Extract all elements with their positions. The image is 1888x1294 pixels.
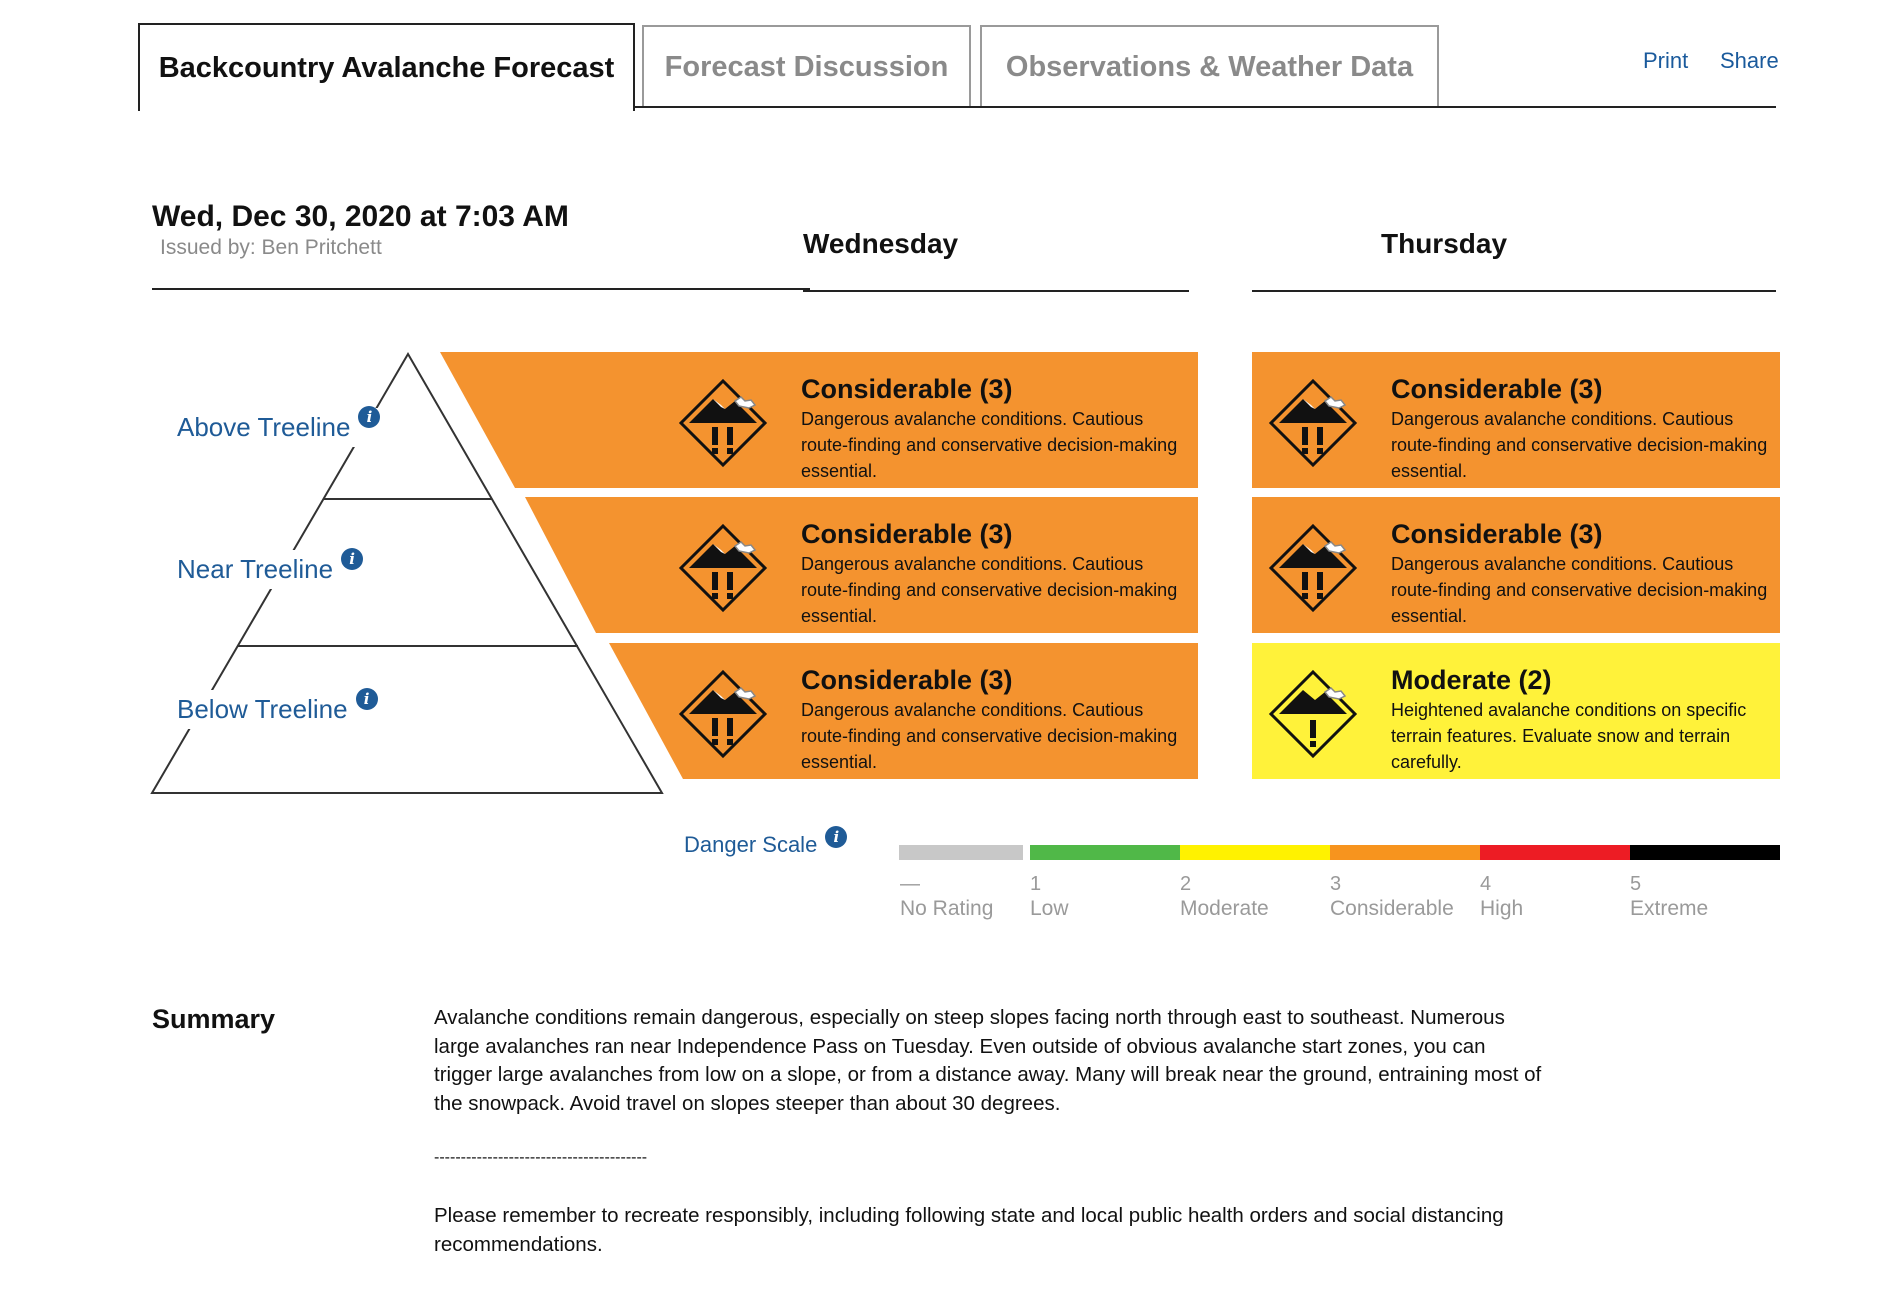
info-icon[interactable]: i (358, 406, 380, 428)
info-icon[interactable]: i (356, 688, 378, 710)
day-header-wednesday: Wednesday (803, 228, 959, 259)
zone-label-below-treeline[interactable] (155, 690, 386, 729)
scale-bar-considerable (1330, 845, 1480, 860)
zone-label-text: Below Treeline (177, 694, 348, 724)
avalanche-danger-3-icon (677, 377, 769, 469)
info-icon[interactable]: i (825, 826, 847, 848)
avalanche-danger-3-icon (677, 668, 769, 760)
rating-wednesday-below (677, 643, 1197, 779)
scale-number: — (900, 873, 920, 895)
rating-title: Considerable (3) (801, 665, 1013, 695)
scale-name: Moderate (1180, 897, 1269, 920)
scale-bar-low (1030, 845, 1180, 860)
rating-title: Considerable (3) (1391, 374, 1603, 404)
scale-number: 1 (1030, 873, 1042, 895)
scale-number: 5 (1630, 873, 1642, 895)
danger-scale-link[interactable] (684, 828, 847, 858)
rating-title: Considerable (3) (1391, 519, 1603, 549)
rating-title: Considerable (3) (801, 519, 1013, 549)
rating-thursday-near (1267, 497, 1780, 633)
rating-wednesday-above (677, 352, 1197, 488)
scale-name: High (1480, 897, 1524, 920)
avalanche-danger-2-icon (1267, 668, 1359, 760)
scale-bar-high (1480, 845, 1630, 860)
scale-number: 3 (1330, 873, 1342, 895)
scale-name: Extreme (1630, 897, 1709, 920)
summary-divider: ---------------------------------------- (434, 1149, 648, 1166)
summary-paragraph: Avalanche conditions remain dangerous, especially on steep slopes facing north through east to southeast. Numerous large avalanches ran near Independence Pass on Tuesday. Even outside of obvious avalanche start zones, you can trigger large avalanches from low on a slope, or from a distance away. Many will break near the ground, entraining most of the snowpack. Avoid travel on slopes steeper than about 30 degrees. (434, 1006, 1542, 1115)
rating-description: Dangerous avalanche conditions. Cautious route-finding and conservative decision-making essential. (801, 409, 1178, 481)
info-icon[interactable]: i (341, 548, 363, 570)
tab-backcountry-avalanche-forecast[interactable]: Backcountry Avalanche Forecast (138, 23, 635, 111)
share-link[interactable]: Share (1720, 48, 1779, 73)
scale-name: Considerable (1330, 897, 1454, 920)
scale-bar-extreme (1630, 845, 1780, 860)
issued-by: Issued by: Ben Pritchett (160, 236, 382, 259)
print-link[interactable]: Print (1643, 48, 1689, 73)
zone-label-near-treeline[interactable] (155, 550, 371, 589)
forecast-date: Wed, Dec 30, 2020 at 7:03 AM (152, 200, 569, 233)
rating-title: Moderate (2) (1391, 665, 1552, 695)
summary-health-note: Please remember to recreate responsibly, including following state and local public health orders and social distancing recommendations. (434, 1204, 1504, 1256)
rating-description: Dangerous avalanche conditions. Cautious route-finding and conservative decision-making essential. (801, 554, 1178, 626)
rating-thursday-above (1267, 352, 1780, 488)
rating-title: Considerable (3) (801, 374, 1013, 404)
scale-bar-moderate (1180, 845, 1330, 860)
rating-description: Dangerous avalanche conditions. Cautious route-finding and conservative decision-making essential. (801, 700, 1178, 772)
rating-wednesday-near (677, 497, 1197, 633)
scale-name: Low (1030, 897, 1069, 920)
rating-description: Dangerous avalanche conditions. Cautious route-finding and conservative decision-making essential. (1391, 409, 1768, 481)
danger-scale-label: Danger Scale (684, 832, 818, 857)
avalanche-danger-3-icon (677, 522, 769, 614)
avalanche-danger-3-icon (1267, 377, 1359, 469)
day-header-thursday: Thursday (1381, 228, 1508, 259)
scale-bar-no-rating (899, 845, 1023, 860)
tab-forecast-discussion[interactable]: Forecast Discussion (642, 25, 971, 108)
rating-description: Dangerous avalanche conditions. Cautious route-finding and conservative decision-making essential. (1391, 554, 1768, 626)
rating-thursday-below (1267, 643, 1780, 779)
tab-observations-weather-data[interactable]: Observations & Weather Data (980, 25, 1439, 108)
zone-label-above-treeline[interactable] (155, 408, 388, 447)
rating-description: Heightened avalanche conditions on specific terrain features. Evaluate snow and terrain carefully. (1391, 700, 1747, 772)
scale-name: No Rating (900, 897, 994, 920)
scale-number: 2 (1180, 873, 1192, 895)
scale-number: 4 (1480, 873, 1492, 895)
zone-label-text: Near Treeline (177, 554, 334, 584)
summary-heading: Summary (152, 1004, 276, 1034)
zone-label-text: Above Treeline (177, 412, 351, 442)
avalanche-danger-3-icon (1267, 522, 1359, 614)
